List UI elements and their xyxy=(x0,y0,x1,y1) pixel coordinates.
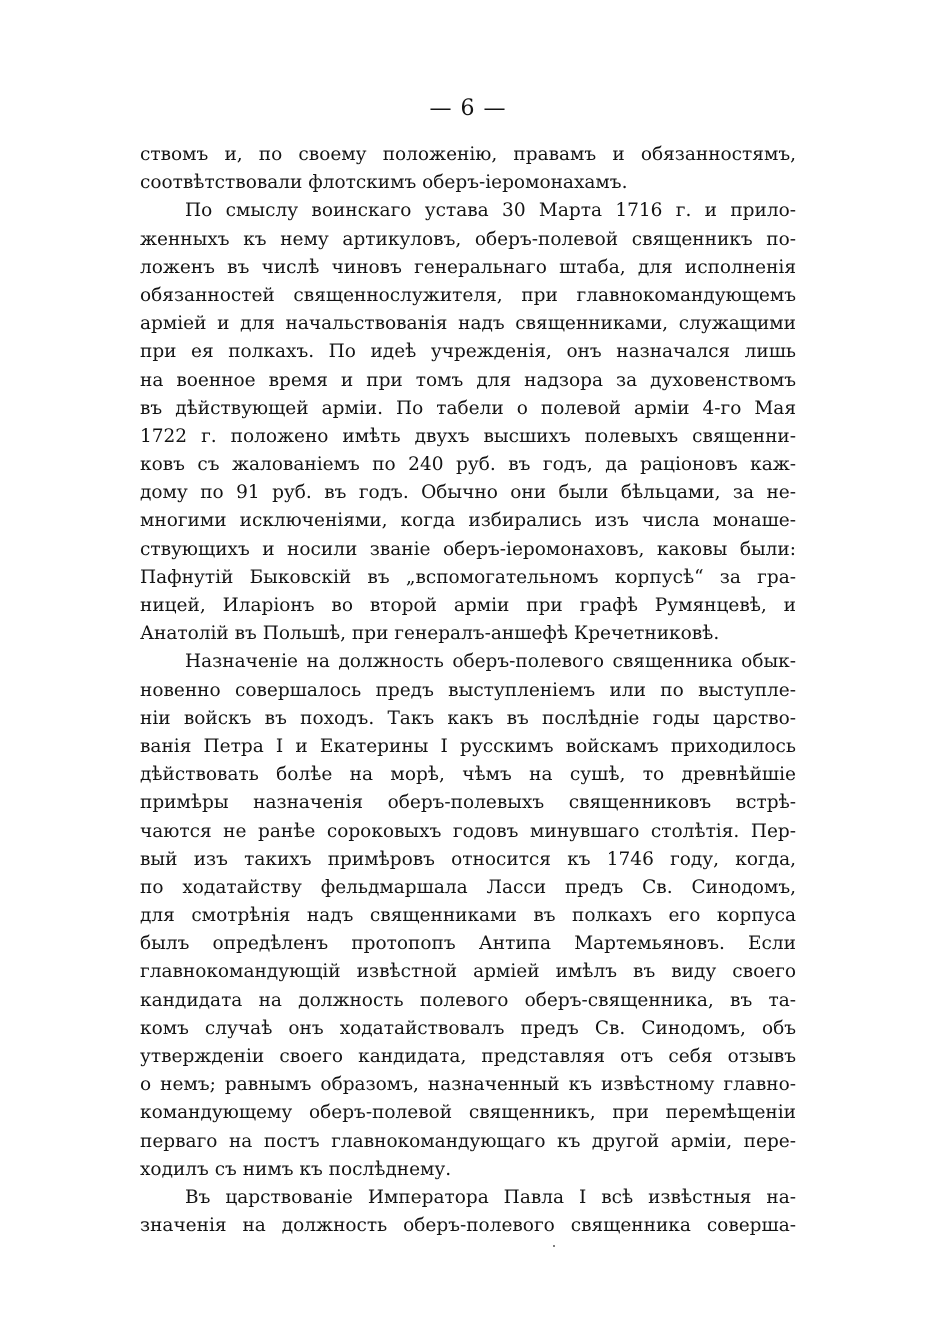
text-line: въ дѣйствующей арміи. По табели о полевой арміи 4-го Мая xyxy=(140,397,796,419)
text-line: утвержденіи своего кандидата, представляя отъ себя отзывъ xyxy=(140,1046,796,1067)
text-line: Анатолій въ Польшѣ, при генералъ-аншефѣ Кречетниковѣ. xyxy=(140,623,720,645)
text-line: многими исключеніями, когда избирались изъ числа монаше- xyxy=(140,510,796,532)
paragraph xyxy=(140,141,796,197)
page-number: — 6 — xyxy=(429,96,507,121)
text-line: примѣры назначенія оберъ-полевыхъ священниковъ встрѣ- xyxy=(140,792,796,814)
text-line: ствующихъ и носили званіе оберъ-іеромонаховъ, каковы были: xyxy=(140,538,796,560)
text-line: значенія на должность оберъ-полевого священника соверша- xyxy=(140,1215,796,1237)
text-line: Въ царствованіе Императора Павла I всѣ извѣстныя на- xyxy=(185,1186,796,1208)
text-line: соотвѣтствовали флотскимъ оберъ-іеромонахамъ. xyxy=(140,172,628,194)
paragraph xyxy=(140,648,796,1184)
text-line: обязанностей священнослужителя, при главнокомандующемъ xyxy=(140,284,796,306)
text-line: на военное время и при томъ для надзора за духовенствомъ xyxy=(140,369,796,391)
text-line: вый изъ такихъ примѣровъ относится къ 1746 году, когда, xyxy=(140,848,796,870)
text-line: командующему оберъ-полевой священникъ, при перемѣщеніи xyxy=(140,1102,796,1124)
text-line: По смыслу воинскаго устава 30 Марта 1716 г. и прило- xyxy=(185,200,796,222)
text-line: перваго на постъ главнокомандующаго къ другой арміи, пере- xyxy=(140,1130,796,1152)
text-line: Пафнутій Быковскій въ „вспомогательномъ корпусѣ“ за гра- xyxy=(140,566,796,588)
text-line: дому по 91 руб. въ годъ. Обычно они были бѣльцами, за не- xyxy=(140,482,796,504)
paragraph xyxy=(140,1184,796,1240)
text-line: ствомъ и, по своему положенію, правамъ и обязанностямъ, xyxy=(140,144,796,165)
text-line: ходилъ съ нимъ къ послѣднему. xyxy=(140,1158,452,1180)
text-line: ніи войскъ въ походъ. Такъ какъ въ послѣдніе годы царство- xyxy=(140,707,796,729)
text-line: новенно совершалось предъ выступленіемъ или по выступле- xyxy=(140,679,796,701)
text-line: при ея полкахъ. По идеѣ учрежденія, онъ назначался лишь xyxy=(140,341,796,363)
body-text xyxy=(140,141,796,1240)
text-line: о немъ; равнымъ образомъ, назначенный къ извѣстному главно- xyxy=(140,1074,796,1096)
text-line: Назначеніе на должность оберъ-полевого священника обык- xyxy=(185,651,796,673)
text-line: былъ опредѣленъ протопопъ Антипа Мартемьяновъ. Если xyxy=(140,933,796,955)
text-line: 1722 г. положено имѣть двухъ высшихъ полевыхъ священни- xyxy=(140,425,796,447)
text-line: арміей и для начальствованія надъ священниками, служащими xyxy=(140,313,796,335)
text-line: для смотрѣнія надъ священниками въ полкахъ его корпуса xyxy=(140,905,796,927)
paragraph xyxy=(140,197,796,648)
text-line: ванія Петра I и Екатерины I русскимъ войскамъ приходилось xyxy=(140,735,796,757)
text-line: главнокомандующій извѣстной арміей имѣлъ въ виду своего xyxy=(140,961,796,983)
text-line: чаются не ранѣе сороковыхъ годовъ минувшаго столѣтія. Пер- xyxy=(140,820,796,842)
text-line: женныхъ къ нему артикуловъ, оберъ-полевой священникъ по- xyxy=(140,228,796,250)
text-line: кандидата на должность полевого оберъ-священника, въ та- xyxy=(140,989,796,1011)
text-line: ницей, Иларіонъ во второй арміи при графѣ Румянцевѣ, и xyxy=(140,595,796,616)
ink-speck xyxy=(553,1245,555,1247)
text-line: по ходатайству фельдмаршала Ласси предъ Св. Синодомъ, xyxy=(140,876,796,898)
text-line: дѣйствовать болѣе на морѣ, чѣмъ на сушѣ, то древнѣйшіе xyxy=(140,764,796,786)
text-line: комъ случаѣ онъ ходатайствовалъ предъ Св. Синодомъ, объ xyxy=(140,1017,796,1039)
text-line: ковъ съ жалованіемъ по 240 руб. въ годъ, да раціоновъ каж- xyxy=(140,454,796,476)
text-line: ложенъ въ числѣ чиновъ генеральнаго штаба, для исполненія xyxy=(140,256,796,278)
